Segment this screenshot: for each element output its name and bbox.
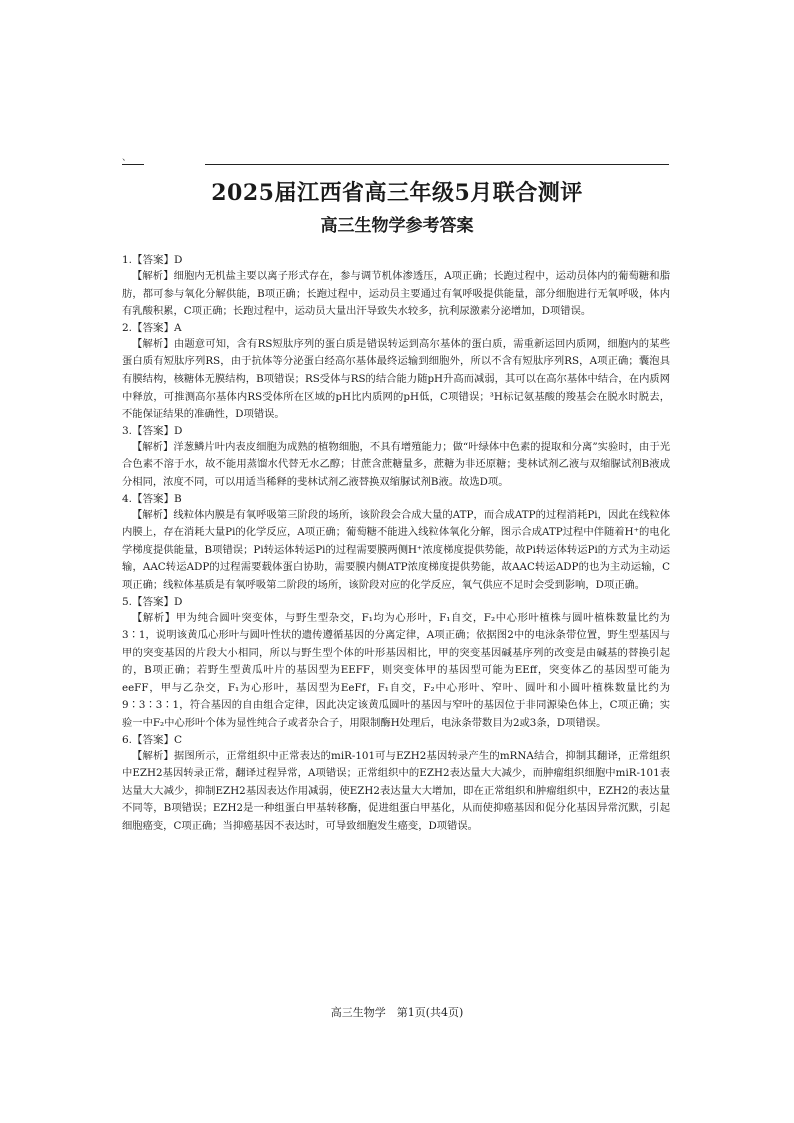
page-footer: 高三生物学 第1页(共4页) — [330, 1006, 464, 1019]
answer-list — [122, 253, 670, 836]
answer-line: 1.【答案】D — [122, 254, 183, 266]
answer-line: 4.【答案】B — [122, 492, 182, 505]
explanation: 【解析】由题意可知，含有RS短肽序列的蛋白质是错误转运到高尔基体的蛋白质，需重新运回内质网，细胞内的某些蛋白质有短肽序列RS，由于抗体等分泌蛋白经高尔基体最终运输到细胞外，所以不含有短肽序列RS，A项正确；囊泡具有膜结构，核糖体无膜结构，B项错误；RS受体与RS的结合能力随pH升高而减弱，其可以在高尔基体中结合，在内质网中释放，可推测高尔基体内RS受体所在区域的pH比内质网的pH低，C项错误；³H标记氨基酸的羧基会在脱水时脱去，不能保证结果的准确性，D项错误。 — [122, 337, 670, 421]
question-5 — [122, 595, 670, 733]
header-rule-right — [205, 164, 669, 165]
explanation: 【解析】细胞内无机盐主要以离子形式存在，参与调节机体渗透压，A项正确；长跑过程中，运动员体内的葡萄糖和脂肪，都可参与氧化分解供能，B项正确；长跑过程中，运动员主要通过有氧呼吸提供能量，部分细胞进行无氧呼吸，体内有乳酸积累，C项正确；长跑过程中，运动员大量出汗导致失水较多，抗利尿激素分泌增加，D项错误。 — [122, 270, 670, 318]
explanation: 【解析】甲为纯合圆叶突变体，与野生型杂交，F₁均为心形叶，F₁自交，F₂中心形叶植株与圆叶植株数量比约为3∶1，说明该黄瓜心形叶与圆叶性状的遗传遵循基因的分离定律，A项正确；依据图2中的电泳条带位置，野生型基因与甲的突变基因的片段大小相同，所以与野生型个体的叶形基因相比，甲的突变基因碱基序列的改变是由碱基的替换引起的，B项正确；若野生型黄瓜叶片的基因型为EEFF，则突变体甲的基因型可能为EEff，突变体乙的基因型可能为eeFF，甲与乙杂交，F₁为心形叶，基因型为EeFf，F₁自交，F₂中心形叶、窄叶、圆叶和小圆叶植株数量比约为9∶3∶3∶1，符合基因的自由组合定律，因此决定该黄瓜圆叶的基因与窄叶的基因位于非同源染色体上，C项正确；实验一中F₂中心形叶个体为显性纯合子或者杂合子，用限制酶H处理后，电泳条带数目为2或3条，D项错误。 — [122, 611, 670, 730]
question-1 — [122, 253, 670, 321]
answer-line: 3.【答案】D — [122, 424, 183, 437]
question-6 — [122, 733, 670, 836]
question-3 — [122, 424, 670, 492]
header-rule-left — [122, 164, 144, 165]
explanation: 【解析】据图所示，正常组织中正常表达的miR-101可与EZH2基因转录产生的mRNA结合，抑制其翻译，正常组织中EZH2基因转录正常，翻译过程异常，A项错误；正常组织中的EZH2表达量大大减少，而肿瘤组织细胞中miR-101表达量大大减少，抑制EZH2基因表达作用减弱，使EZH2表达量大大增加，即在正常组织和肿瘤组织中，EZH2的表达量不同等，B项错误；EZH2是一种组蛋白甲基转移酶，促进组蛋白甲基化，从而使抑癌基因和促分化基因异常沉默，引起细胞癌变，C项正确；当抑癌基因不表达时，可导致细胞发生癌变，D项错误。 — [122, 749, 670, 833]
answer-line: 2.【答案】A — [122, 321, 182, 334]
answer-line: 5.【答案】D — [122, 595, 183, 608]
explanation: 【解析】洋葱鳞片叶内表皮细胞为成熟的植物细胞，不具有增殖能力；做“叶绿体中色素的提取和分离”实验时，由于光合色素不溶于水，故不能用蒸馏水代替无水乙醇；甘蔗含蔗糖量多，蔗糖为非还原糖；斐林试剂乙液与双缩脲试剂B液成分相同，浓度不同，可以用适当稀释的斐林试剂乙液替换双缩脲试剂B液。故选D项。 — [122, 440, 670, 488]
answer-line: 6.【答案】C — [122, 733, 183, 746]
page-title: 2025届江西省高三年级5月联合测评 — [211, 180, 583, 206]
question-2 — [122, 321, 670, 424]
question-4 — [122, 492, 670, 595]
corner-mark: 、 — [122, 153, 132, 163]
page-subtitle: 高三生物学参考答案 — [320, 216, 474, 236]
explanation: 【解析】线粒体内膜是有氧呼吸第三阶段的场所，该阶段会合成大量的ATP，而合成ATP的过程消耗Pi，因此在线粒体内膜上，存在消耗大量Pi的化学反应，A项正确；葡萄糖不能进入线粒体氧化分解，图示合成ATP过程中伴随着H⁺的电化学梯度提供能量，B项错误；Pi转运体转运Pi的过程需要膜两侧H⁺浓度梯度提供势能，故Pi转运体转运Pi的方式为主动运输，AAC转运ADP的过程需要载体蛋白协助，需要膜内侧ATP浓度梯度提供势能，故AAC转运ADP的也为主动运输，C项正确；线粒体基质是有氧呼吸第二阶段的场所，该阶段对应的化学反应，氧气供应不足时会受到影响，D项正确。 — [122, 508, 670, 591]
